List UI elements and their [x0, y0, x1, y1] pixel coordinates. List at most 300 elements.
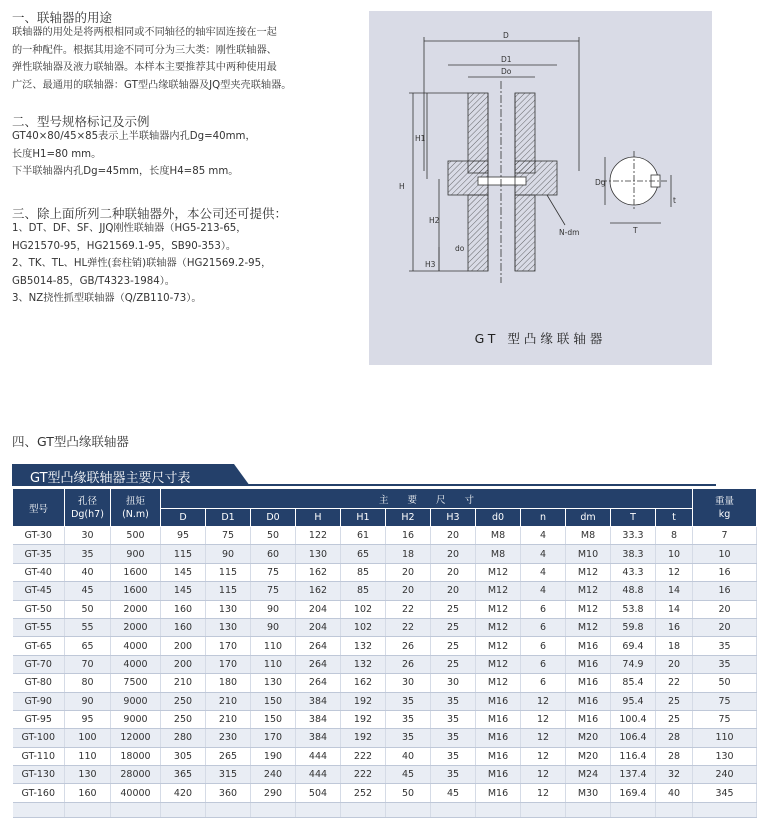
table-cell: 4: [521, 582, 566, 600]
table-cell: 210: [206, 692, 251, 710]
table-cell: 170: [206, 637, 251, 655]
table-cell: 12000: [111, 729, 161, 747]
table-cell: 48.8: [611, 582, 656, 600]
table-cell: 200: [161, 655, 206, 673]
table-cell: 222: [341, 766, 386, 784]
table-cell: 7500: [111, 674, 161, 692]
table-cell: M12: [476, 674, 521, 692]
table-cell: M12: [476, 563, 521, 581]
header-H3: H3: [431, 509, 476, 527]
table-cell: M20: [566, 747, 611, 765]
table-cell: 145: [161, 563, 206, 581]
header-H2: H2: [386, 509, 431, 527]
table-cell: 30: [431, 674, 476, 692]
table-cell: 55: [65, 618, 111, 636]
table-cell: M16: [566, 637, 611, 655]
table-cell: [251, 802, 296, 817]
header-D: D: [161, 509, 206, 527]
table-cell: 25: [656, 692, 693, 710]
table-cell: 160: [65, 784, 111, 802]
table-cell: M20: [566, 729, 611, 747]
section3-line: 1、DT、DF、SF、JJQ刚性联轴器（HG5-213-65，: [12, 223, 247, 234]
label-H2: H2: [429, 216, 440, 225]
table-cell: 14: [656, 600, 693, 618]
table-cell: 10: [656, 545, 693, 563]
table-cell: 162: [341, 674, 386, 692]
table-cell: 95: [161, 527, 206, 545]
table-cell: 2000: [111, 600, 161, 618]
label-N-dm: N-dm: [559, 228, 580, 237]
table-cell: [341, 802, 386, 817]
table-cell: M16: [476, 747, 521, 765]
table-cell: 1600: [111, 582, 161, 600]
table-cell: 192: [341, 729, 386, 747]
table-cell: 280: [161, 729, 206, 747]
section2-heading: 二、型号规格标记及示例: [12, 114, 150, 129]
table-cell: M12: [566, 563, 611, 581]
table-cell: 35: [386, 692, 431, 710]
table-cell: 264: [296, 655, 341, 673]
section1-heading: 一、联轴器的用途: [12, 10, 113, 25]
table-cell: GT-40: [13, 563, 65, 581]
table-cell: 500: [111, 527, 161, 545]
table-cell: 444: [296, 747, 341, 765]
table-cell: GT-100: [13, 729, 65, 747]
table-cell: 110: [693, 729, 757, 747]
table-cell: GT-50: [13, 600, 65, 618]
table-row: [13, 527, 757, 545]
label-D1: D1: [501, 55, 512, 64]
table-cell: 6: [521, 637, 566, 655]
table-cell: 4: [521, 527, 566, 545]
table-cell: 150: [251, 692, 296, 710]
table-cell: 116.4: [611, 747, 656, 765]
table-title: GT型凸缘联轴器主要尺寸表: [30, 471, 191, 486]
table-cell: 2000: [111, 618, 161, 636]
section1-line: 联轴器的用处是将两根相同或不同轴径的轴牢固连接在一起: [12, 27, 277, 38]
table-cell: 25: [431, 600, 476, 618]
table-cell: 75: [693, 692, 757, 710]
table-cell: GT-70: [13, 655, 65, 673]
section3-line: GB5014-85，GB/T4323-1984）。: [12, 275, 175, 287]
table-cell: 50: [251, 527, 296, 545]
table-cell: 90: [65, 692, 111, 710]
label-Dg: Dg: [595, 178, 606, 187]
table-cell: 130: [296, 545, 341, 563]
table-cell: M10: [566, 545, 611, 563]
section1-line: 广泛、最通用的联轴器：GT型凸缘联轴器及JQ型夹壳联轴器。: [12, 79, 292, 91]
table-cell: 20: [693, 618, 757, 636]
label-H1: H1: [415, 134, 426, 143]
table-row: [13, 637, 757, 655]
header-H1: H1: [341, 509, 386, 527]
figure-caption: GT 型凸缘联轴器: [474, 331, 607, 346]
table-cell: [431, 802, 476, 817]
table-cell: 240: [251, 766, 296, 784]
table-cell: 110: [65, 747, 111, 765]
table-cell: 130: [206, 618, 251, 636]
table-cell: 130: [693, 747, 757, 765]
table-cell: 115: [206, 582, 251, 600]
table-cell: 30: [65, 527, 111, 545]
table-cell: 22: [386, 618, 431, 636]
table-cell: 20: [431, 563, 476, 581]
table-cell: 210: [206, 710, 251, 728]
table-cell: M16: [476, 710, 521, 728]
table-cell: [111, 802, 161, 817]
header-H: H: [296, 509, 341, 527]
table-cell: 50: [65, 600, 111, 618]
table-cell: M16: [476, 692, 521, 710]
table-cell: 384: [296, 729, 341, 747]
label-H: H: [399, 182, 405, 191]
table-cell: 444: [296, 766, 341, 784]
table-cell: 32: [656, 766, 693, 784]
section3-heading: 三、除上面所列二种联轴器外，本公司还可提供：: [12, 206, 288, 221]
table-cell: 75: [251, 563, 296, 581]
table-cell: 60: [251, 545, 296, 563]
header-d0: d0: [476, 509, 521, 527]
table-cell: 230: [206, 729, 251, 747]
table-cell: 345: [693, 784, 757, 802]
section2-line: 下半联轴器内孔Dg=45mm，长度H4=85 mm。: [12, 166, 239, 177]
table-cell: 240: [693, 766, 757, 784]
label-H3: H3: [425, 260, 436, 269]
table-cell: 25: [431, 637, 476, 655]
table-cell: M12: [476, 600, 521, 618]
table-cell: 4000: [111, 655, 161, 673]
section3-line: 3、NZ挠性抓型联轴器（Q/ZB110-73）。: [12, 293, 202, 304]
table-cell: 132: [341, 637, 386, 655]
table-cell: 170: [251, 729, 296, 747]
table-cell: [13, 802, 65, 817]
table-cell: 102: [341, 600, 386, 618]
table-cell: 204: [296, 600, 341, 618]
table-cell: 264: [296, 674, 341, 692]
table-cell: 35: [431, 710, 476, 728]
table-cell: 1600: [111, 563, 161, 581]
table-cell: 38.3: [611, 545, 656, 563]
table-cell: 18000: [111, 747, 161, 765]
table-cell: 290: [251, 784, 296, 802]
table-cell: 33.3: [611, 527, 656, 545]
table-cell: 169.4: [611, 784, 656, 802]
table-cell: 35: [693, 655, 757, 673]
table-row: [13, 766, 757, 784]
table-cell: 170: [206, 655, 251, 673]
table-cell: 16: [693, 563, 757, 581]
table-cell: M16: [566, 655, 611, 673]
table-cell: 110: [251, 655, 296, 673]
table-cell: M30: [566, 784, 611, 802]
table-cell: 222: [341, 747, 386, 765]
table-cell: 100: [65, 729, 111, 747]
table-cell: GT-45: [13, 582, 65, 600]
label-Do: Do: [501, 67, 512, 76]
table-cell: 20: [431, 527, 476, 545]
table-cell: 74.9: [611, 655, 656, 673]
table-cell: [693, 802, 757, 817]
table-cell: M16: [476, 784, 521, 802]
table-cell: 28000: [111, 766, 161, 784]
table-cell: 18: [656, 637, 693, 655]
table-cell: 6: [521, 618, 566, 636]
table-cell: 264: [296, 637, 341, 655]
table-cell: GT-65: [13, 637, 65, 655]
table-row: [13, 600, 757, 618]
table-cell: 106.4: [611, 729, 656, 747]
table-cell: GT-130: [13, 766, 65, 784]
table-cell: 35: [431, 766, 476, 784]
table-cell: 20: [386, 582, 431, 600]
table-cell: 12: [521, 729, 566, 747]
label-do: do: [455, 244, 465, 253]
section3-text: [12, 220, 271, 308]
table-cell: 80: [65, 674, 111, 692]
table-cell: M12: [566, 600, 611, 618]
table-cell: 190: [251, 747, 296, 765]
table-cell: GT-160: [13, 784, 65, 802]
table-cell: 90: [206, 545, 251, 563]
table-cell: 20: [656, 655, 693, 673]
table-cell: 40: [65, 563, 111, 581]
table-cell: M16: [476, 729, 521, 747]
table-cell: 45: [431, 784, 476, 802]
table-cell: M12: [566, 582, 611, 600]
dimensions-table: [12, 488, 757, 818]
table-cell: 65: [65, 637, 111, 655]
header-dm: dm: [566, 509, 611, 527]
table-cell: M8: [566, 527, 611, 545]
table-row: [13, 674, 757, 692]
table-cell: M12: [476, 582, 521, 600]
table-cell: 12: [521, 747, 566, 765]
section4-heading: 四、GT型凸缘联轴器: [12, 434, 129, 449]
header-model: 型号: [13, 489, 65, 527]
table-cell: 12: [521, 692, 566, 710]
section2-line: 长度H1=80 mm。: [12, 148, 102, 160]
table-cell: 70: [65, 655, 111, 673]
table-cell: 45: [65, 582, 111, 600]
table-cell: 210: [161, 674, 206, 692]
table-cell: 110: [251, 637, 296, 655]
table-cell: 20: [431, 582, 476, 600]
table-cell: 90: [251, 600, 296, 618]
table-cell: 20: [693, 600, 757, 618]
table-cell: [521, 802, 566, 817]
table-cell: 75: [693, 710, 757, 728]
table-cell: GT-35: [13, 545, 65, 563]
table-cell: 6: [521, 655, 566, 673]
table-cell: 160: [161, 600, 206, 618]
table-row: [13, 545, 757, 563]
table-cell: M12: [476, 618, 521, 636]
table-cell: 95: [65, 710, 111, 728]
table-cell: 25: [431, 655, 476, 673]
header-D0: D0: [251, 509, 296, 527]
table-cell: 61: [341, 527, 386, 545]
table-cell: 4: [521, 563, 566, 581]
table-cell: M12: [566, 618, 611, 636]
table-cell: [206, 802, 251, 817]
table-cell: 9000: [111, 692, 161, 710]
table-cell: 18: [386, 545, 431, 563]
table-cell: 22: [386, 600, 431, 618]
table-cell: M24: [566, 766, 611, 784]
table-cell: 20: [386, 563, 431, 581]
table-cell: 16: [656, 618, 693, 636]
table-title-bar: [12, 464, 716, 486]
table-cell: [161, 802, 206, 817]
table-cell: 35: [386, 710, 431, 728]
header-n: n: [521, 509, 566, 527]
table-cell: 50: [386, 784, 431, 802]
table-cell: 26: [386, 655, 431, 673]
table-cell: M16: [566, 710, 611, 728]
table-cell: M12: [476, 655, 521, 673]
table-cell: [566, 802, 611, 817]
table-row: [13, 729, 757, 747]
table-cell: 25: [431, 618, 476, 636]
table-cell: 7: [693, 527, 757, 545]
table-cell: 16: [693, 582, 757, 600]
table-cell: 360: [206, 784, 251, 802]
table-cell: 4000: [111, 637, 161, 655]
table-cell: 85: [341, 582, 386, 600]
table-cell: 12: [521, 784, 566, 802]
table-cell: 305: [161, 747, 206, 765]
table-row-empty: [13, 802, 757, 817]
table-cell: 145: [161, 582, 206, 600]
table-cell: [65, 802, 111, 817]
table-cell: [611, 802, 656, 817]
table-cell: 90: [251, 618, 296, 636]
table-cell: 900: [111, 545, 161, 563]
table-cell: GT-90: [13, 692, 65, 710]
table-cell: 122: [296, 527, 341, 545]
table-cell: 6: [521, 600, 566, 618]
table-cell: 28: [656, 729, 693, 747]
table-cell: 130: [251, 674, 296, 692]
table-cell: 28: [656, 747, 693, 765]
table-row: [13, 655, 757, 673]
table-cell: M12: [476, 637, 521, 655]
table-cell: 180: [206, 674, 251, 692]
table-cell: 315: [206, 766, 251, 784]
table-row: [13, 710, 757, 728]
table-cell: [386, 802, 431, 817]
table-cell: 40: [656, 784, 693, 802]
table-cell: 59.8: [611, 618, 656, 636]
coupling-drawing-panel: [369, 11, 712, 365]
table-cell: 50: [693, 674, 757, 692]
table-cell: 250: [161, 692, 206, 710]
table-cell: 162: [296, 582, 341, 600]
table-cell: 252: [341, 784, 386, 802]
section1-line: 弹性联轴器及液力联轴器。本样本主要推荐其中两种使用最: [12, 62, 277, 73]
table-title-underline: [234, 484, 716, 486]
table-cell: 14: [656, 582, 693, 600]
table-cell: 384: [296, 692, 341, 710]
table-cell: 85: [341, 563, 386, 581]
header-T: T: [611, 509, 656, 527]
table-cell: 12: [521, 710, 566, 728]
table-cell: 6: [521, 674, 566, 692]
table-cell: M16: [476, 766, 521, 784]
table-cell: 160: [161, 618, 206, 636]
table-cell: 115: [161, 545, 206, 563]
label-T: T: [633, 226, 638, 235]
table-cell: GT-55: [13, 618, 65, 636]
section3-line: HG21570-95，HG21569.1-95，SB90-353）。: [12, 240, 237, 252]
table-cell: [476, 802, 521, 817]
table-cell: 192: [341, 710, 386, 728]
table-cell: 26: [386, 637, 431, 655]
table-cell: 420: [161, 784, 206, 802]
table-cell: M16: [566, 692, 611, 710]
table-cell: 35: [431, 692, 476, 710]
table-cell: 204: [296, 618, 341, 636]
table-cell: 504: [296, 784, 341, 802]
table-cell: 75: [251, 582, 296, 600]
header-main-dimensions: 主 要 尺 寸: [161, 489, 693, 509]
table-cell: 35: [693, 637, 757, 655]
section1-text: [12, 24, 291, 94]
header-torque: 扭矩 (N.m): [111, 489, 161, 527]
table-cell: 192: [341, 692, 386, 710]
table-cell: 365: [161, 766, 206, 784]
table-cell: 22: [656, 674, 693, 692]
table-cell: 12: [656, 563, 693, 581]
table-cell: [656, 802, 693, 817]
table-cell: 384: [296, 710, 341, 728]
table-cell: 45: [386, 766, 431, 784]
section1-line: 的一种配件。根据其用途不同可分为三大类：刚性联轴器、: [12, 44, 277, 56]
table-cell: M8: [476, 545, 521, 563]
table-cell: 250: [161, 710, 206, 728]
header-t: t: [656, 509, 693, 527]
table-cell: 200: [161, 637, 206, 655]
table-cell: 30: [386, 674, 431, 692]
table-row: [13, 692, 757, 710]
table-cell: 53.8: [611, 600, 656, 618]
table-cell: 35: [386, 729, 431, 747]
table-cell: 115: [206, 563, 251, 581]
table-row: [13, 582, 757, 600]
table-row: [13, 563, 757, 581]
table-cell: 75: [206, 527, 251, 545]
label-D: D: [503, 31, 509, 40]
table-cell: 12: [521, 766, 566, 784]
table-cell: 4: [521, 545, 566, 563]
table-cell: 100.4: [611, 710, 656, 728]
table-cell: M8: [476, 527, 521, 545]
header-bore: 孔径 Dg(h7): [65, 489, 111, 527]
section2-text: [12, 128, 256, 181]
section2-line: GT40×80/45×85表示上半联轴器内孔Dg=40mm，: [12, 131, 256, 142]
table-cell: 40: [386, 747, 431, 765]
header-D1: D1: [206, 509, 251, 527]
table-cell: 35: [431, 729, 476, 747]
table-cell: GT-95: [13, 710, 65, 728]
table-cell: 9000: [111, 710, 161, 728]
table-cell: 20: [431, 545, 476, 563]
table-cell: 132: [341, 655, 386, 673]
table-cell: 43.3: [611, 563, 656, 581]
table-cell: 25: [656, 710, 693, 728]
table-cell: 35: [431, 747, 476, 765]
table-row: [13, 618, 757, 636]
